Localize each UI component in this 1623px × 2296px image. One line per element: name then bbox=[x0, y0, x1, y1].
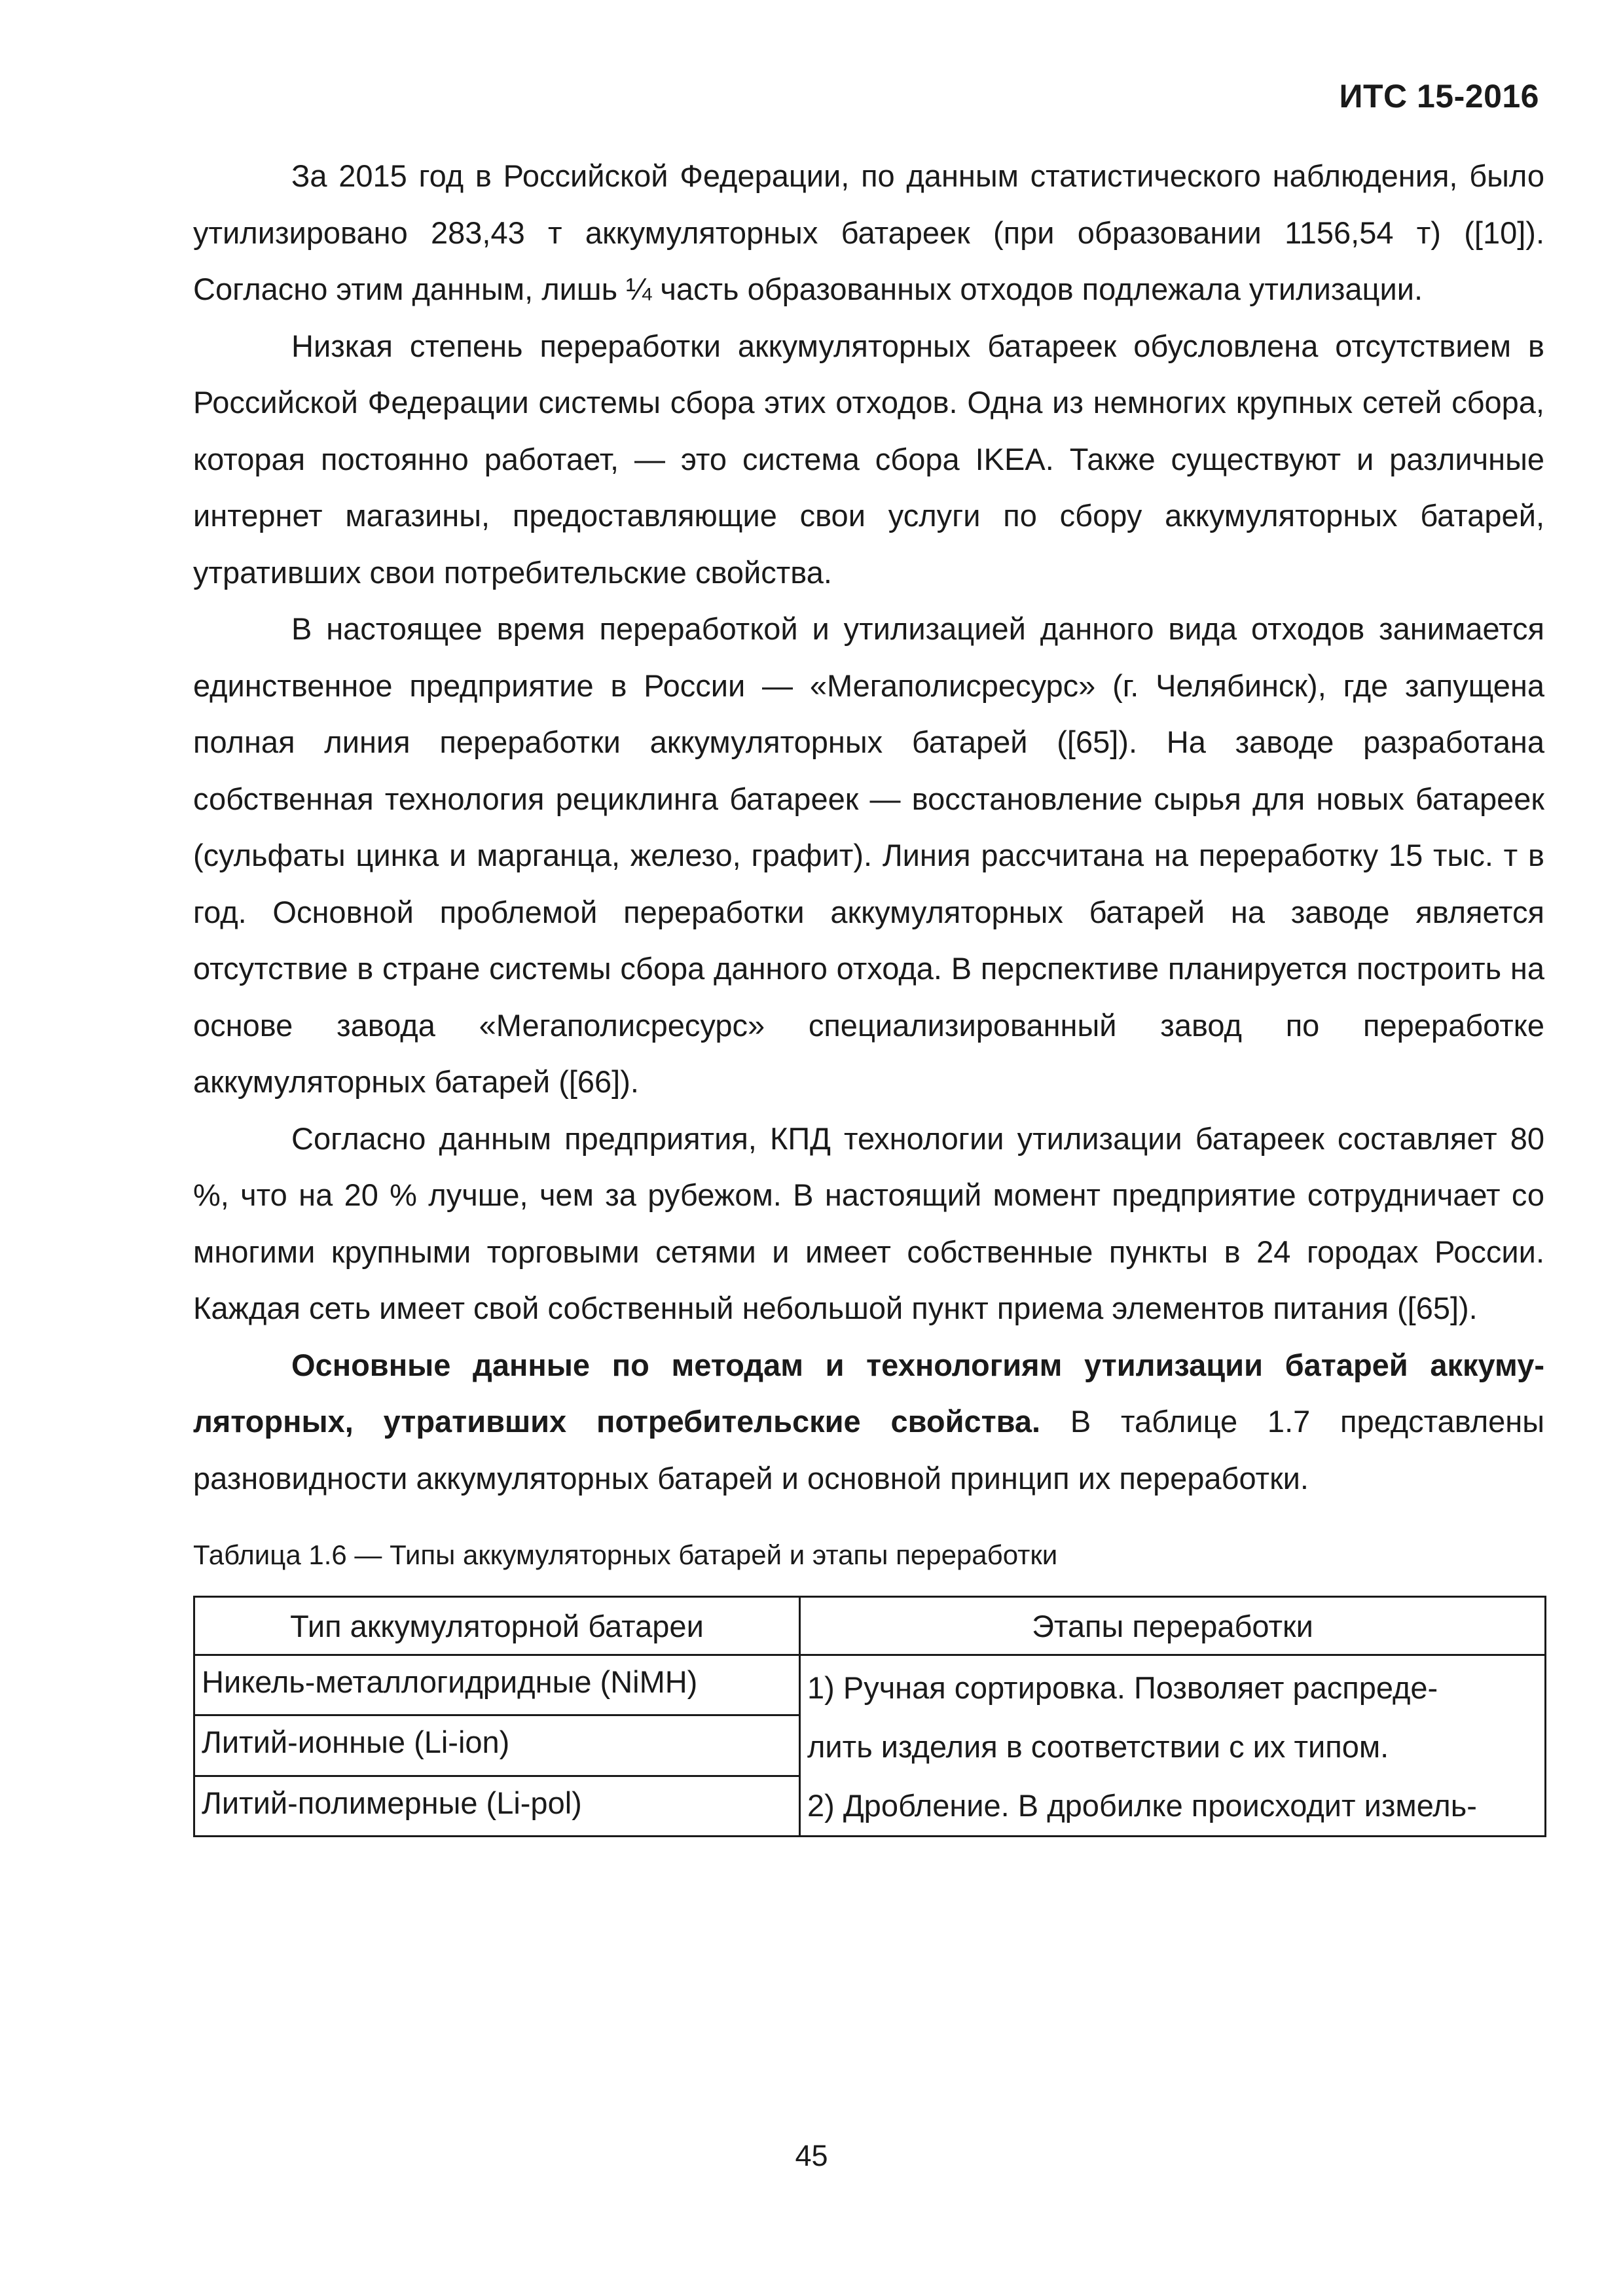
page-content bbox=[193, 148, 1544, 1837]
battery-type-li-ion: Литий-ионные (Li-ion) bbox=[194, 1715, 800, 1776]
paragraph-methods bbox=[193, 1337, 1544, 1507]
table-header-row bbox=[194, 1597, 1546, 1655]
methods-rest-text: В таблице 1.7 представлены разновидности аккумуляторных батарей и основной принцип их переработки. bbox=[193, 1404, 1544, 1496]
paragraph-efficiency: Согласно данным предприятия, КПД технологии утилизации батареек составляет 80 %, что на 20 % лучше, чем за рубежом. В настоящий момент предприятие сотрудничает со многими крупными торговыми сетями и имеет собственные пункты в 24 городах России. Каждая сеть имеет свой собственный небольшой пункт приема элементов питания ([65]). bbox=[193, 1121, 1544, 1325]
document-code: ИТС 15-2016 bbox=[1339, 78, 1539, 115]
steps-line: 2) Дробление. В дробилке происходит измель- bbox=[807, 1788, 1477, 1823]
steps-line: 1) Ручная сортировка. Позволяет распреде- bbox=[807, 1670, 1438, 1705]
steps-line: лить изделия в соответствии с их типом. bbox=[807, 1729, 1389, 1764]
table-caption: Таблица 1.6 — Типы аккумуляторных батарей и этапы переработки bbox=[193, 1539, 1058, 1570]
methods-bold-lead: Основные данные по методам и технологиям утилизации батарей аккумуляторных, утративших потребительские свойства. bbox=[193, 1347, 1544, 1439]
battery-types-table bbox=[193, 1596, 1546, 1837]
battery-type-li-pol: Литий-полимерные (Li-pol) bbox=[194, 1776, 800, 1836]
header-battery-type: Тип аккумуляторной батареи bbox=[194, 1597, 800, 1655]
paragraph-megapolisresurs: В настоящее время переработкой и утилизацией данного вида отходов занимается единственное предприятие в России — «Мегаполисресурс» (г. Челябинск), где запущена полная линия переработки аккумуляторных батарей ([65]). На заводе разработана собственная технология рециклинга батареек — восстановление сырья для новых батареек (сульфаты цинка и марганца, железо, графит). Линия рассчитана на переработку 15 тыс. т в год. Основной проблемой переработки аккумуляторных батарей на заводе является отсутствие в стране системы сбора данного отхода. В перспективе планируется построить на основе завода «Мегаполисресурс» специализированный завод по переработке аккумуляторных батарей ([66]). bbox=[193, 611, 1544, 1099]
header-processing-steps: Этапы переработки bbox=[800, 1597, 1546, 1655]
page-number: 45 bbox=[795, 2139, 828, 2172]
battery-type-nimh: Никель-металлогидридные (NiMH) bbox=[194, 1655, 800, 1715]
table-row bbox=[194, 1655, 1546, 1715]
paragraph-low-recycling: Низкая степень переработки аккумуляторных батареек обусловлена отсутствием в Российской Федерации системы сбора этих отходов. Одна из немногих крупных сетей сбора, которая постоянно работает, — это система сбора IKEA. Также существуют и различные интернет магазины, предоставляющие свои услуги по сбору аккумуляторных батарей, утративших свои потребительские свойства. bbox=[193, 328, 1544, 590]
processing-steps-cell bbox=[800, 1655, 1546, 1837]
paragraph-recycling-2015: За 2015 год в Российской Федерации, по данным статистического наблюдения, было утилизировано 283,43 т аккумуляторных батареек (при образовании 1156,54 т) ([10]). Согласно этим данным, лишь ¼ часть образованных отходов подлежала утилизации. bbox=[193, 158, 1544, 306]
